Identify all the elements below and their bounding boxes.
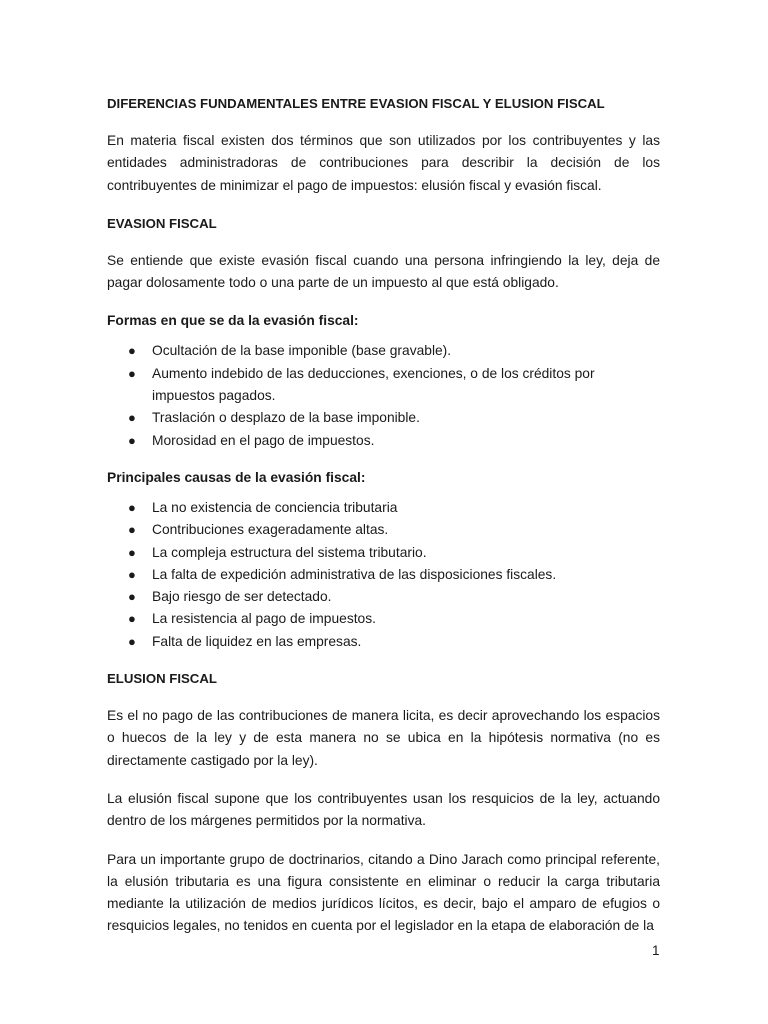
bullet-icon: ● [128,633,136,649]
causes-heading: Principales causas de la evasión fiscal: [107,469,366,485]
list-item: ● Aumento indebido de las deducciones, exenciones, o de los créditos por impuestos pagados. [107,363,660,408]
elusion-paragraph-3: Para un importante grupo de doctrinarios, citando a Dino Jarach como principal referente, la elusión tributaria es una figura consistente en eliminar o reducir la carga tributaria mediante la utilización de medios jurídicos lícitos, es decir, bajo el amparo de efugios o resquicios legales, no tenidos en cuenta por el legislador en la etapa de elaboración de la [107,851,660,934]
bullet-icon: ● [128,566,136,582]
bullet-icon: ● [128,499,136,515]
list-item: ● Falta de liquidez en las empresas. [107,631,660,653]
list-item: ● Morosidad en el pago de impuestos. [107,430,660,452]
list-item: ● Bajo riesgo de ser detectado. [107,586,660,608]
elusion-heading: ELUSION FISCAL [107,671,217,687]
forms-list [107,340,660,451]
elusion-paragraph-2: La elusión fiscal supone que los contribuyentes usan los resquicios de la ley, actuando dentro de los márgenes permitidos por la normativa. [107,790,660,829]
list-item: ● La compleja estructura del sistema tributario. [107,542,660,564]
list-item: ● Traslación o desplazo de la base imponible. [107,407,660,429]
list-item: ● La resistencia al pago de impuestos. [107,608,660,630]
list-item: ● Ocultación de la base imponible (base gravable). [107,340,660,362]
elusion-paragraph-1: Es el no pago de las contribuciones de manera licita, es decir aprovechando los espacios o huecos de la ley y de esta manera no se ubica en la hipótesis normativa (no es directamente castigado por la ley). [107,708,660,768]
bullet-icon: ● [128,343,136,359]
bullet-icon: ● [128,432,136,448]
list-item: ● La falta de expedición administrativa de las disposiciones fiscales. [107,564,660,586]
bullet-icon: ● [128,589,136,605]
bullet-icon: ● [128,410,136,426]
bullet-icon: ● [128,611,136,627]
intro-paragraph: En materia fiscal existen dos términos que son utilizados por los contribuyentes y las entidades administradoras de contribuciones para describir la decisión de los contribuyentes de minimizar el pago de impuestos: elusión fiscal y evasión fiscal. [107,133,660,193]
bullet-icon: ● [128,522,136,538]
list-item: ● Contribuciones exageradamente altas. [107,519,660,541]
document-title: DIFERENCIAS FUNDAMENTALES ENTRE EVASION FISCAL Y ELUSION FISCAL [107,96,605,111]
evasion-definition: Se entiende que existe evasión fiscal cuando una persona infringiendo la ley, deja de pagar dolosamente todo o una parte de un impuesto al que está obligado. [107,252,660,291]
evasion-heading: EVASION FISCAL [107,215,217,231]
bullet-icon: ● [128,544,136,560]
causes-list [107,497,660,653]
bullet-icon: ● [128,365,136,381]
page-number: 1 [652,943,660,958]
forms-heading: Formas en que se da la evasión fiscal: [107,313,359,329]
document-body [107,93,660,954]
list-item: ● La no existencia de conciencia tributaria [107,497,660,519]
